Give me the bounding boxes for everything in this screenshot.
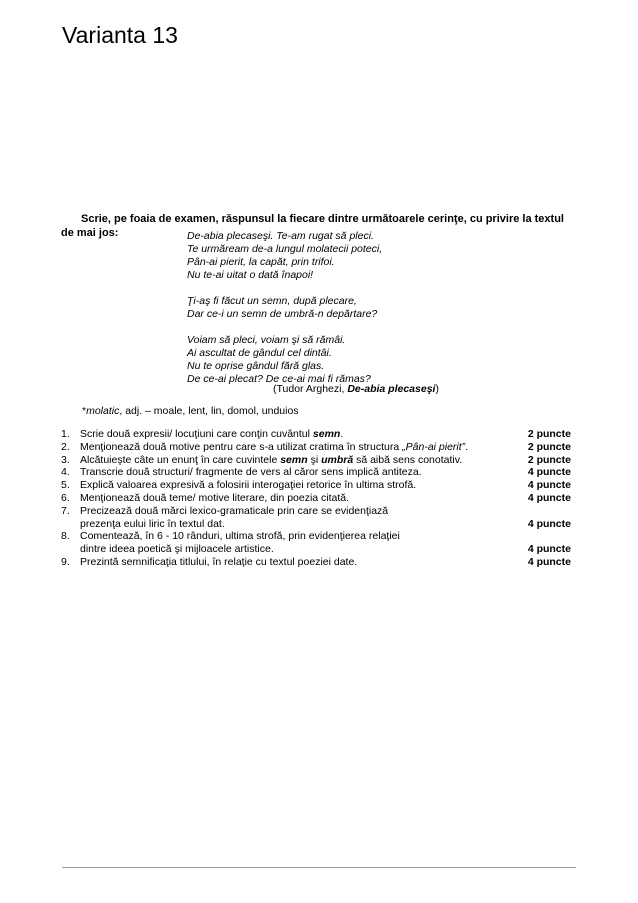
question-number: 5. — [61, 479, 70, 492]
question-text: Alcătuieşte câte un enunţ în care cuvintele — [80, 453, 281, 466]
question-number: 2. — [61, 440, 70, 453]
question-points: 4 puncte — [527, 479, 571, 492]
question-item — [61, 479, 571, 492]
page-title: Varianta 13 — [62, 22, 178, 48]
attribution-open: (Tudor Arghezi, — [273, 383, 348, 395]
instructions-line-1: Scrie, pe foaia de examen, răspunsul la fiecare dintre următoarele cerinţe, cu privire la textul — [81, 213, 564, 225]
poem-attribution — [273, 383, 439, 396]
instructions-line-2: de mai jos: — [61, 227, 119, 239]
question-number: 3. — [61, 453, 70, 466]
question-text: Prezintă semnificaţia titlului, în relaţie cu textul poeziei date. — [80, 555, 358, 568]
attribution-title: De-abia plecaseşi — [347, 383, 436, 395]
question-item — [61, 466, 571, 479]
question-item — [61, 556, 571, 569]
question-points: 4 puncte — [527, 543, 571, 556]
question-item — [61, 441, 571, 454]
question-item — [61, 428, 571, 441]
question-text: Menţionează două motive pentru care s-a utilizat cratima în structura — [80, 440, 403, 453]
question-text: Transcrie două structuri/ fragmente de vers al căror sens implică antiteza. — [80, 466, 422, 479]
question-points: 2 puncte — [527, 440, 571, 453]
question-number: 9. — [61, 555, 70, 568]
question-text-end: să aibă sens conotativ. — [353, 453, 463, 466]
question-emphasis-2: umbră — [321, 453, 354, 466]
question-text-line-2: prezenţa eului liric în textul dat. — [80, 517, 225, 530]
poem-verse: De ce-ai plecat? De ce-ai mai fi rămas? — [187, 373, 371, 385]
question-item — [61, 530, 571, 556]
question-emphasis: „Pân-ai pierit” — [402, 440, 466, 453]
question-points: 2 puncte — [527, 453, 571, 466]
poem-verse: Ai ascultat de gândul cel dintâi. — [187, 347, 332, 359]
poem-verse: Ţi-aş fi făcut un semn, după plecare, — [187, 295, 357, 307]
poem-stanza — [187, 334, 382, 386]
poem-verse: De-abia plecaseşi. Te-am rugat să pleci. — [187, 230, 374, 242]
question-emphasis: semn — [312, 428, 341, 440]
question-emphasis: semn — [280, 453, 308, 466]
question-points: 4 puncte — [527, 517, 571, 530]
question-item — [61, 505, 571, 531]
poem-verse: Te urmăream de-a lungul molatecii poteci, — [187, 243, 383, 255]
question-item — [61, 454, 571, 467]
poem-stanza — [187, 230, 382, 282]
question-number: 4. — [61, 466, 70, 479]
question-points: 4 puncte — [527, 466, 571, 479]
attribution-close: ) — [435, 383, 439, 395]
question-text: Scrie două expresii/ locuţiuni care conţin cuvântul — [80, 428, 313, 440]
question-number: 7. — [61, 504, 70, 517]
glossary-word: molatic — [86, 405, 120, 417]
question-item — [61, 492, 571, 505]
poem-verse: Pân-ai pierit, la capăt, prin trifoi. — [187, 256, 335, 268]
question-points: 4 puncte — [527, 555, 571, 568]
question-text: Menţionează două teme/ motive literare, din poezia citată. — [80, 491, 350, 504]
question-number: 8. — [61, 530, 70, 543]
question-text: Comentează, în 6 - 10 rânduri, ultima strofă, prin evidenţierea relaţiei — [80, 530, 400, 543]
question-text-end: . — [465, 440, 469, 453]
question-text-end: . — [340, 428, 344, 440]
poem-verse: Nu te oprise gândul fără glas. — [187, 360, 325, 372]
poem-verse: Nu te-ai uitat o dată înapoi! — [187, 269, 314, 281]
question-text: Explică valoarea expresivă a folosirii interogaţiei retorice în ultima strofă. — [80, 479, 417, 492]
poem — [187, 230, 382, 386]
question-points: 2 puncte — [527, 428, 571, 440]
question-text: Precizează două mărci lexico-gramaticale prin care se evidenţiază — [80, 504, 389, 517]
question-text-mid: şi — [307, 453, 322, 466]
poem-verse: Voiam să pleci, voiam şi să rămâi. — [187, 334, 346, 346]
question-number: 6. — [61, 491, 70, 504]
footer-divider — [62, 867, 576, 868]
glossary-definition: , adj. – moale, lent, lin, domol, unduios — [119, 405, 299, 417]
question-list — [61, 428, 571, 569]
poem-stanza — [187, 295, 382, 321]
question-points: 4 puncte — [527, 491, 571, 504]
question-text-line-2: dintre ideea poetică şi mijloacele artistice. — [80, 543, 274, 556]
poem-verse: Dar ce-i un semn de umbră-n depărtare? — [187, 308, 378, 320]
question-number: 1. — [61, 428, 70, 440]
glossary-note: *molatic, adj. – moale, lent, lin, domol, unduios — [82, 405, 299, 417]
